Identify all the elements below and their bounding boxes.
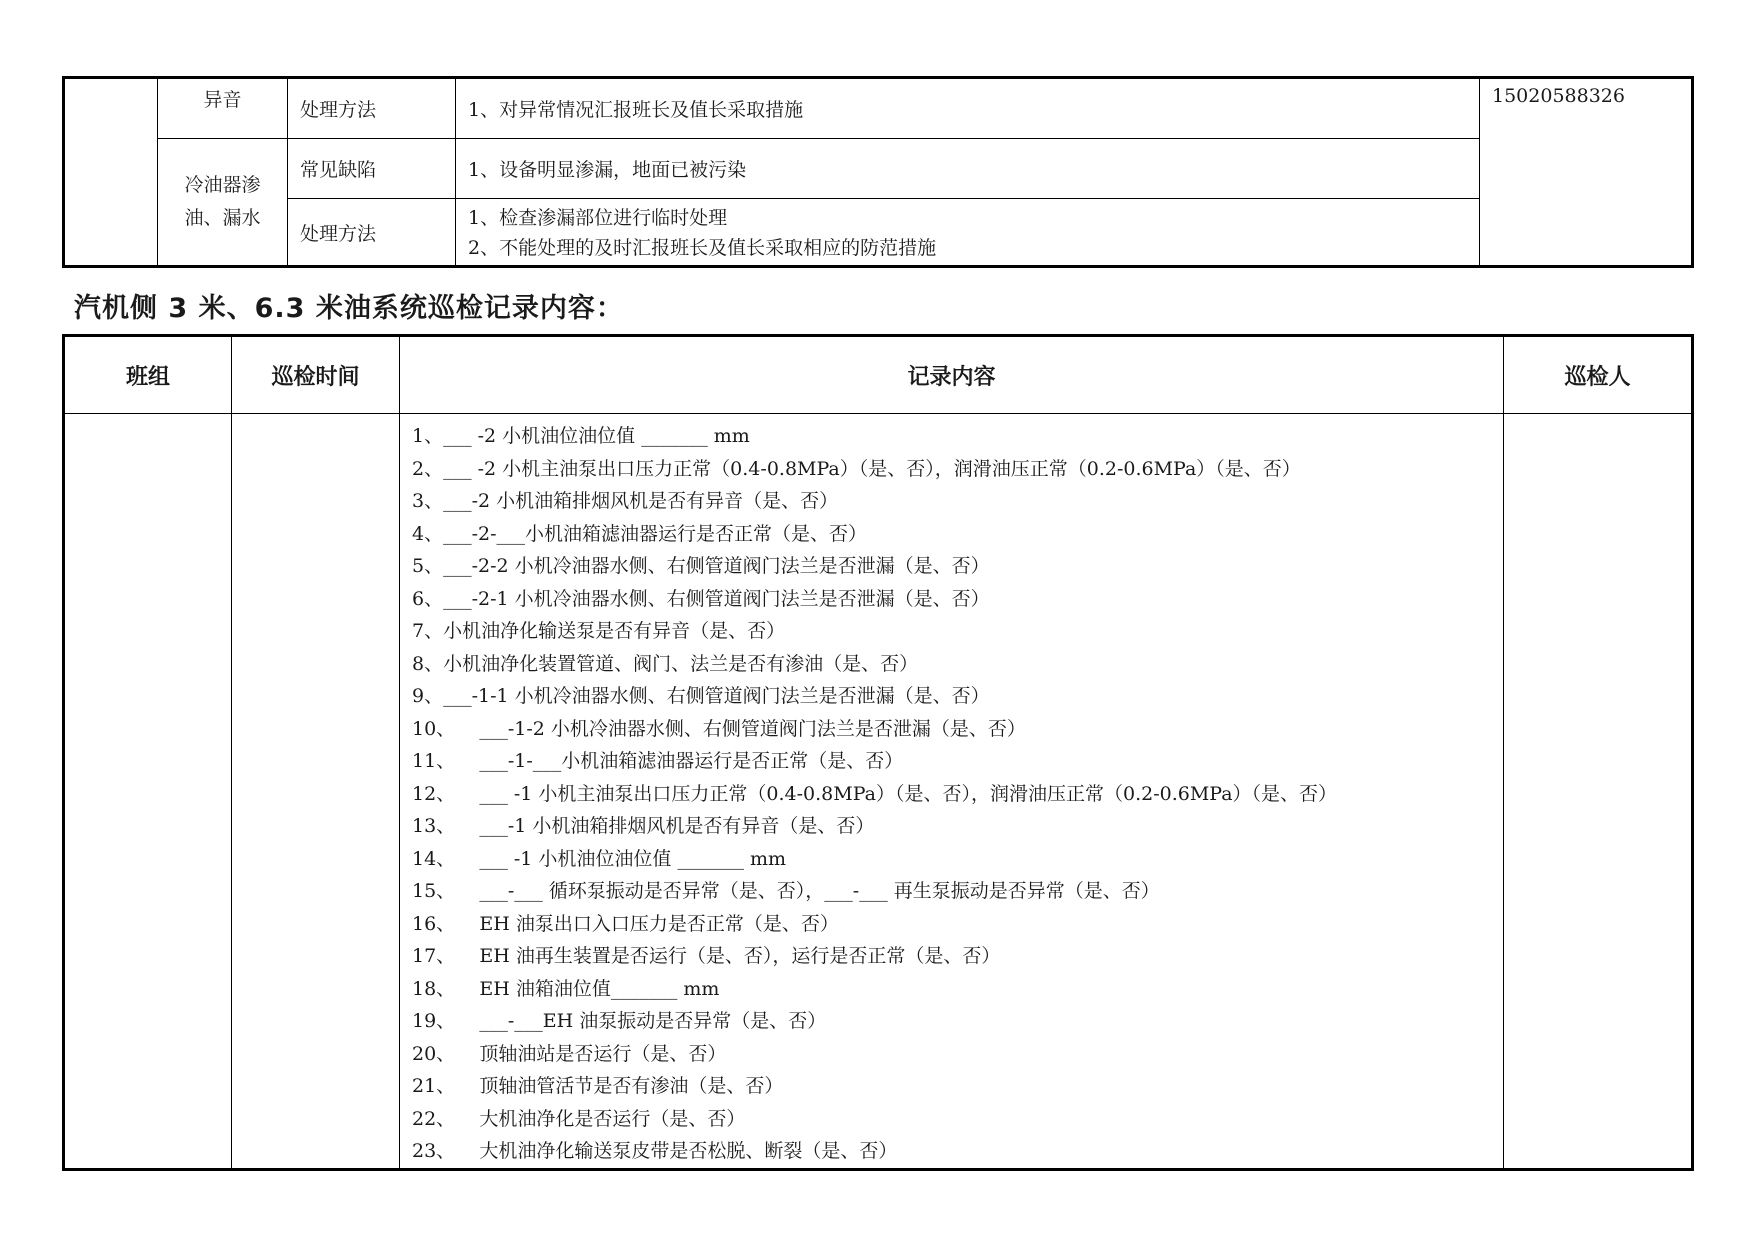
- header-time: 巡检时间: [232, 336, 400, 414]
- contact-phone: 15020588326: [1480, 78, 1693, 267]
- record-item: 10、 ___-1-2 小机冷油器水侧、右侧管道阀门法兰是否泄漏（是、否）: [412, 717, 1026, 740]
- record-item: 20、 顶轴油站是否运行（是、否）: [412, 1042, 727, 1065]
- record-item: 6、___-2-1 小机冷油器水侧、右侧管道阀门法兰是否泄漏（是、否）: [412, 587, 990, 610]
- item-oil-cooler-leak: 冷油器渗油、漏水: [158, 139, 288, 267]
- header-team: 班组: [64, 336, 232, 414]
- record-item: 23、 大机油净化输送泵皮带是否松脱、断裂（是、否）: [412, 1140, 898, 1162]
- content-handling-1: 1、对异常情况汇报班长及值长采取措施: [456, 78, 1480, 139]
- header-inspector: 巡检人: [1504, 336, 1693, 414]
- content-common-defect: 1、设备明显渗漏，地面已被污染: [456, 139, 1480, 199]
- inspector-cell[interactable]: [1504, 414, 1693, 1170]
- record-item: 12、 ___ -1 小机主油泵出口压力正常（0.4-0.8MPa）（是、否），润滑油压正常（0.2-0.6MPa）（是、否）: [412, 782, 1338, 805]
- record-content-cell: [400, 414, 1504, 1170]
- handling-line-2: 2、不能处理的及时汇报班长及值长采取相应的防范措施: [468, 237, 937, 259]
- label-handling-2: 处理方法: [288, 199, 456, 267]
- record-item: 1、___ -2 小机油位油位值 _______ mm: [412, 425, 750, 447]
- record-item: 3、___-2 小机油箱排烟风机是否有异音（是、否）: [412, 490, 839, 512]
- record-item: 13、 ___-1 小机油箱排烟风机是否有异音（是、否）: [412, 815, 875, 837]
- record-item: 18、 EH 油箱油位值_______ mm: [412, 977, 720, 1000]
- team-cell[interactable]: [64, 414, 232, 1170]
- record-item: 9、___-1-1 小机冷油器水侧、右侧管道阀门法兰是否泄漏（是、否）: [412, 685, 990, 707]
- record-item: 16、 EH 油泵出口入口压力是否正常（是、否）: [412, 912, 839, 935]
- record-item: 14、 ___ -1 小机油位油位值 _______ mm: [412, 847, 787, 870]
- record-item: 22、 大机油净化是否运行（是、否）: [412, 1107, 746, 1130]
- record-item: 4、___-2-___小机油箱滤油器运行是否正常（是、否）: [412, 522, 868, 545]
- record-item: 11、 ___-1-___小机油箱滤油器运行是否正常（是、否）: [412, 750, 904, 772]
- record-item: 2、___ -2 小机主油泵出口压力正常（0.4-0.8MPa）（是、否），润滑油压正常（0.2-0.6MPa）（是、否）: [412, 457, 1301, 480]
- record-item: 7、小机油净化输送泵是否有异音（是、否）: [412, 620, 786, 642]
- record-item: 5、___-2-2 小机冷油器水侧、右侧管道阀门法兰是否泄漏（是、否）: [412, 555, 990, 577]
- handling-line-1: 1、检查渗漏部位进行临时处理: [468, 207, 728, 229]
- top-table: [62, 76, 1694, 268]
- item-abnormal-sound: 异音: [158, 78, 288, 139]
- record-list: [400, 414, 1503, 1168]
- label-handling-1: 处理方法: [288, 78, 456, 139]
- header-content: 记录内容: [400, 336, 1504, 414]
- section-heading: 汽机侧 3 米、6.3 米油系统巡检记录内容：: [74, 293, 624, 324]
- time-cell[interactable]: [232, 414, 400, 1170]
- record-item: 19、 ___-___EH 油泵振动是否异常（是、否）: [412, 1010, 827, 1032]
- label-common-defect: 常见缺陷: [288, 139, 456, 199]
- content-handling-2: [456, 199, 1480, 267]
- record-item: 21、 顶轴油管活节是否有渗油（是、否）: [412, 1075, 784, 1097]
- record-item: 15、 ___-___ 循环泵振动是否异常（是、否），___-___ 再生泵振动是否异常（是、否）: [412, 880, 1160, 902]
- record-item: 17、 EH 油再生装置是否运行（是、否），运行是否正常（是、否）: [412, 945, 1001, 967]
- record-item: 8、小机油净化装置管道、阀门、法兰是否有渗油（是、否）: [412, 652, 919, 675]
- inspection-record-table: [62, 334, 1694, 1171]
- top-empty-cell: [64, 78, 158, 267]
